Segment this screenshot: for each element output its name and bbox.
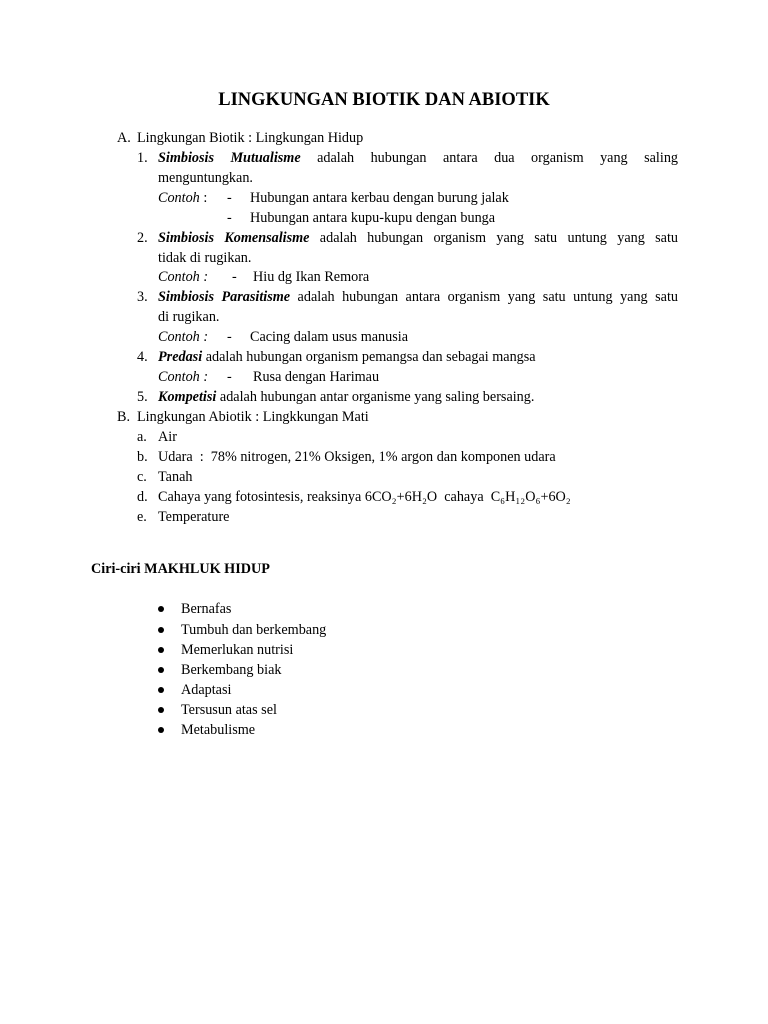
list-item [158, 681, 164, 699]
item-number: 4. [137, 349, 148, 365]
list-item [158, 621, 164, 639]
item-number: 2. [137, 230, 148, 246]
abiotic-marker: c. [137, 469, 147, 485]
example-label: Contoh : [158, 329, 209, 345]
abiotic-item: Tanah [158, 469, 193, 485]
example-dash: - [227, 210, 232, 226]
bullet-icon [158, 727, 164, 733]
list-item-text: Memerlukan nutrisi [181, 642, 294, 658]
item-continuation: di rugikan. [158, 309, 220, 325]
item-text [158, 229, 678, 247]
list-item-text: Tumbuh dan berkembang [181, 622, 327, 638]
bullet-icon [158, 687, 164, 693]
section-b-marker: B. [117, 409, 131, 425]
item-term: Simbiosis Parasitisme [158, 289, 291, 305]
list-item [158, 600, 164, 618]
item-term: Predasi [158, 349, 203, 365]
item-text [158, 348, 536, 366]
example-label: Contoh : [158, 269, 209, 285]
list-item [158, 661, 164, 679]
abiotic-item: Udara : 78% nitrogen, 21% Oksigen, 1% argon dan komponen udara [158, 449, 556, 465]
bullet-icon [158, 707, 164, 713]
list-item [158, 701, 164, 719]
item-description: adalah hubungan organism yang satu untung yang satu [309, 230, 678, 246]
example-text: Hubungan antara kerbau dengan burung jalak [250, 190, 509, 206]
example-dash: - [227, 190, 232, 206]
abiotic-marker: d. [137, 489, 148, 505]
example-text: Rusa dengan Harimau [253, 369, 380, 385]
item-number: 3. [137, 289, 148, 305]
item-number: 5. [137, 389, 148, 405]
abiotic-item: Cahaya yang fotosintesis, reaksinya 6CO₂+6H₂O cahaya C₆H₁₂O₆+6O₂ [158, 489, 571, 505]
item-description: adalah hubungan antara dua organism yang saling [300, 150, 679, 166]
bullet-icon [158, 667, 164, 673]
section-a-label: Lingkungan Biotik : Lingkungan Hidup [137, 130, 364, 146]
bullet-icon [158, 647, 164, 653]
list-item-text: Metabulisme [181, 722, 256, 738]
bullet-icon [158, 606, 164, 612]
list-item [158, 721, 164, 739]
abiotic-item: Air [158, 429, 177, 445]
item-term: Simbiosis Komensalisme [158, 230, 310, 246]
section-b-label: Lingkungan Abiotik : Lingkkungan Mati [137, 409, 369, 425]
example-label: Contoh : [158, 190, 208, 206]
example-dash: - [227, 329, 232, 345]
list-item-text: Berkembang biak [181, 662, 282, 678]
item-description: adalah hubungan organism pemangsa dan sebagai mangsa [202, 349, 536, 365]
example-dash: - [227, 369, 232, 385]
example-text: Cacing dalam usus manusia [250, 329, 409, 345]
item-term: Kompetisi [158, 389, 217, 405]
ciri-heading: Ciri-ciri MAKHLUK HIDUP [91, 561, 270, 577]
abiotic-item: Temperature [158, 509, 230, 525]
bullet-icon [158, 627, 164, 633]
list-item-text: Bernafas [181, 601, 232, 617]
example-text: Hiu dg Ikan Remora [253, 269, 370, 285]
abiotic-marker: e. [137, 509, 147, 525]
abiotic-marker: b. [137, 449, 148, 465]
item-continuation: tidak di rugikan. [158, 250, 252, 266]
item-text [158, 388, 534, 406]
item-text [158, 149, 678, 167]
item-continuation: menguntungkan. [158, 170, 253, 186]
example-label: Contoh : [158, 369, 209, 385]
item-description: adalah hubungan antar organisme yang saling bersaing. [216, 389, 535, 405]
list-item-text: Adaptasi [181, 682, 232, 698]
reaction-equation: 6CO₂+6H₂O cahaya C₆H₁₂O₆+6O₂ [364, 489, 571, 505]
example-dash: - [232, 269, 237, 285]
item-number: 1. [137, 150, 148, 166]
item-description: adalah hubungan antara organism yang satu untung yang satu [290, 289, 678, 305]
section-a-marker: A. [117, 130, 131, 146]
example-text: Hubungan antara kupu-kupu dengan bunga [250, 210, 496, 226]
list-item [158, 641, 164, 659]
item-text [158, 288, 678, 306]
list-item-text: Tersusun atas sel [181, 702, 277, 718]
page-title: LINGKUNGAN BIOTIK DAN ABIOTIK [218, 90, 550, 110]
abiotic-marker: a. [137, 429, 147, 445]
item-term: Simbiosis Mutualisme [158, 150, 301, 166]
